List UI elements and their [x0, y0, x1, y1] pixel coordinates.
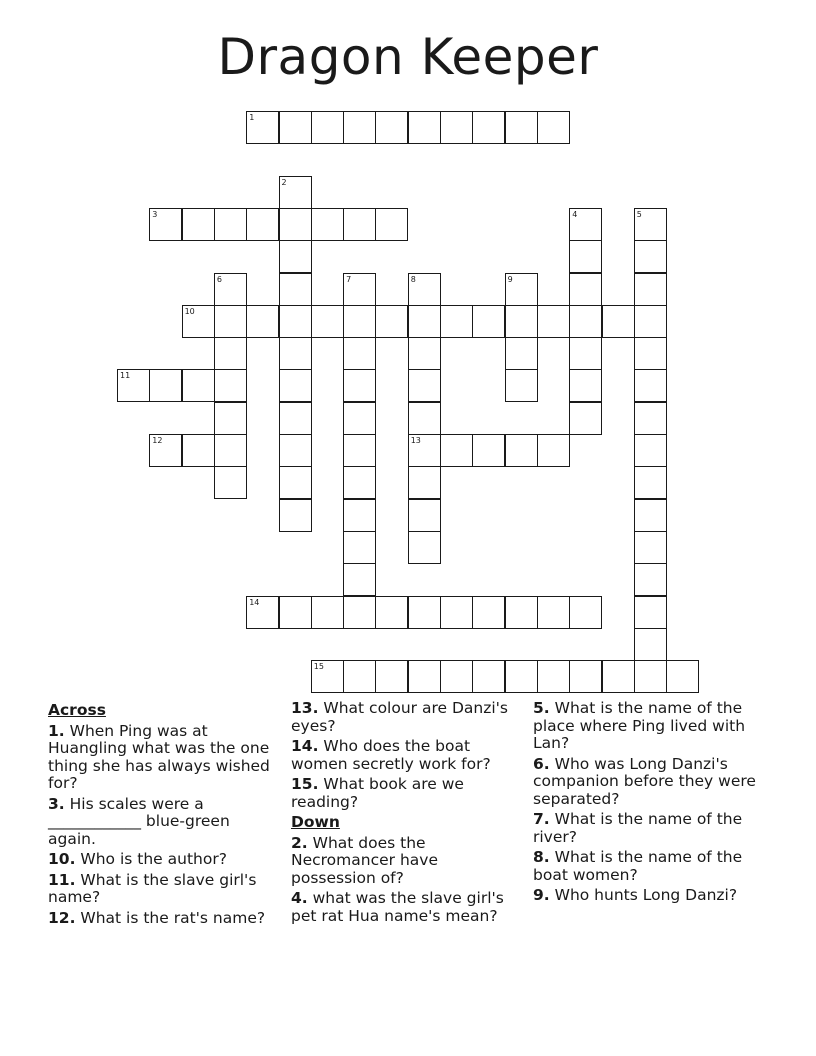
- clue-number: 4: [572, 209, 578, 219]
- clue-number: 5: [636, 209, 642, 219]
- clue-item-number: 14.: [291, 737, 319, 755]
- grid-cell[interactable]: [311, 305, 344, 338]
- clue-number: 3: [152, 209, 158, 219]
- clue-item: [533, 811, 773, 846]
- grid-cell[interactable]: [472, 305, 505, 338]
- grid-cell[interactable]: [343, 499, 376, 532]
- clue-section-heading: Down: [291, 813, 340, 831]
- grid-cell[interactable]: [666, 660, 699, 693]
- grid-cell[interactable]: [634, 596, 667, 629]
- grid-cell[interactable]: [279, 273, 312, 306]
- grid-cell[interactable]: [569, 305, 602, 338]
- clue-item-number: 7.: [533, 810, 550, 828]
- grid-cell[interactable]: [602, 660, 635, 693]
- clue-number: 11: [120, 371, 131, 381]
- clue-item-text: What is the slave girl's name?: [48, 870, 257, 906]
- grid-cell[interactable]: [149, 434, 182, 467]
- grid-cell[interactable]: [505, 273, 538, 306]
- clue-item-text: What does the Necromancer have possession of?: [291, 833, 438, 887]
- grid-cell[interactable]: [343, 273, 376, 306]
- grid-cell[interactable]: [375, 305, 408, 338]
- grid-cell[interactable]: [440, 305, 473, 338]
- grid-cell[interactable]: [408, 531, 441, 564]
- grid-cell[interactable]: [634, 531, 667, 564]
- clue-item-number: 15.: [291, 775, 319, 793]
- grid-cell[interactable]: [246, 305, 279, 338]
- grid-cell[interactable]: [569, 660, 602, 693]
- clue-item-number: 6.: [533, 754, 550, 773]
- grid-cell[interactable]: [440, 660, 473, 693]
- clue-item-number: 13.: [291, 699, 319, 717]
- grid-cell[interactable]: [634, 434, 667, 467]
- clue-item-text: What is the name of the river?: [533, 810, 743, 846]
- clue-number: 9: [507, 274, 513, 284]
- clue-item-text: His scales were a ____________ blue-green again.: [48, 794, 230, 848]
- clue-number: 14: [249, 597, 260, 607]
- grid-cell[interactable]: [505, 369, 538, 402]
- grid-cell[interactable]: [537, 434, 570, 467]
- grid-cell[interactable]: [408, 596, 441, 629]
- grid-cell[interactable]: [537, 305, 570, 338]
- clue-number: 13: [410, 436, 421, 445]
- grid-cell[interactable]: [279, 337, 312, 370]
- grid-cell[interactable]: [246, 111, 279, 144]
- clue-item-number: 2.: [291, 833, 308, 852]
- grid-cell[interactable]: [214, 305, 247, 338]
- clue-section-heading: Across: [48, 701, 106, 719]
- clue-number: 10: [184, 306, 195, 316]
- grid-cell[interactable]: [634, 240, 667, 273]
- grid-cell[interactable]: [408, 402, 441, 435]
- grid-cell[interactable]: [472, 660, 505, 693]
- grid-cell[interactable]: [408, 369, 441, 402]
- clue-item: [533, 700, 773, 753]
- grid-cell[interactable]: [214, 402, 247, 435]
- clue-number: 6: [216, 274, 222, 284]
- grid-cell[interactable]: [279, 208, 312, 241]
- clue-number: 2: [281, 177, 287, 187]
- clue-item: [48, 723, 278, 793]
- grid-cell[interactable]: [634, 273, 667, 306]
- grid-cell[interactable]: [214, 273, 247, 306]
- grid-cell[interactable]: [311, 111, 344, 144]
- grid-cell[interactable]: [182, 434, 215, 467]
- grid-cell[interactable]: [311, 660, 344, 693]
- grid-cell[interactable]: [440, 434, 473, 467]
- grid-cell[interactable]: [182, 305, 215, 338]
- grid-cell[interactable]: [634, 499, 667, 532]
- clues-column-3: [533, 700, 773, 908]
- grid-cell[interactable]: [408, 337, 441, 370]
- grid-cell[interactable]: [634, 563, 667, 596]
- grid-cell[interactable]: [279, 111, 312, 144]
- grid-cell[interactable]: [279, 369, 312, 402]
- grid-cell[interactable]: [569, 337, 602, 370]
- grid-cell[interactable]: [279, 499, 312, 532]
- grid-cell[interactable]: [311, 596, 344, 629]
- clue-item-number: 8.: [533, 848, 550, 866]
- grid-cell[interactable]: [634, 466, 667, 499]
- grid-cell[interactable]: [246, 208, 279, 241]
- clue-item-text: What is the name of the boat women?: [533, 848, 743, 884]
- grid-cell[interactable]: [634, 660, 667, 693]
- clue-item-text: What is the rat's name?: [75, 908, 266, 927]
- clue-item: [291, 835, 521, 888]
- grid-cell[interactable]: [214, 466, 247, 499]
- clues-column-1: [48, 700, 278, 930]
- clue-number: 7: [346, 274, 352, 284]
- clue-item-number: 3.: [48, 794, 65, 813]
- grid-cell[interactable]: [634, 337, 667, 370]
- clue-item: [291, 738, 521, 773]
- clue-item: [533, 887, 773, 905]
- grid-cell[interactable]: [214, 337, 247, 370]
- grid-cell[interactable]: [472, 111, 505, 144]
- grid-cell[interactable]: [505, 660, 538, 693]
- grid-cell[interactable]: [279, 305, 312, 338]
- page-title: Dragon Keeper: [217, 28, 599, 86]
- clue-item-number: 5.: [533, 699, 550, 717]
- grid-cell[interactable]: [505, 596, 538, 629]
- grid-cell[interactable]: [279, 402, 312, 435]
- grid-cell[interactable]: [343, 660, 376, 693]
- grid-cell[interactable]: [343, 208, 376, 241]
- grid-cell[interactable]: [279, 596, 312, 629]
- grid-cell[interactable]: [343, 369, 376, 402]
- clue-number: 12: [152, 436, 163, 445]
- grid-cell[interactable]: [279, 434, 312, 467]
- clue-item: [533, 849, 773, 884]
- clue-item: [533, 756, 773, 809]
- clue-item-number: 1.: [48, 721, 65, 740]
- clue-item-number: 9.: [533, 886, 550, 904]
- grid-cell[interactable]: [343, 563, 376, 596]
- grid-cell[interactable]: [117, 369, 150, 402]
- grid-cell[interactable]: [311, 208, 344, 241]
- clue-item-text: When Ping was at Huangling what was the one thing she has always wished for?: [48, 721, 270, 792]
- grid-cell[interactable]: [408, 466, 441, 499]
- grid-cell[interactable]: [408, 111, 441, 144]
- grid-cell[interactable]: [569, 369, 602, 402]
- grid-cell[interactable]: [343, 111, 376, 144]
- grid-cell[interactable]: [569, 208, 602, 241]
- grid-cell[interactable]: [343, 531, 376, 564]
- grid-cell[interactable]: [149, 369, 182, 402]
- grid-cell[interactable]: [214, 369, 247, 402]
- grid-cell[interactable]: [214, 434, 247, 467]
- grid-cell[interactable]: [279, 176, 312, 209]
- grid-cell[interactable]: [537, 660, 570, 693]
- clue-item: [48, 910, 278, 928]
- grid-cell[interactable]: [343, 596, 376, 629]
- grid-cell[interactable]: [440, 111, 473, 144]
- grid-cell[interactable]: [505, 337, 538, 370]
- grid-cell[interactable]: [408, 305, 441, 338]
- grid-cell[interactable]: [505, 111, 538, 144]
- grid-cell[interactable]: [279, 240, 312, 273]
- grid-cell[interactable]: [569, 402, 602, 435]
- grid-cell[interactable]: [569, 273, 602, 306]
- grid-cell[interactable]: [343, 434, 376, 467]
- grid-cell[interactable]: [182, 369, 215, 402]
- grid-cell[interactable]: [375, 111, 408, 144]
- grid-cell[interactable]: [246, 596, 279, 629]
- grid-cell[interactable]: [214, 208, 247, 241]
- clue-item-text: what was the slave girl's pet rat Hua name's mean?: [291, 889, 504, 925]
- grid-cell[interactable]: [569, 240, 602, 273]
- clue-item: [48, 851, 278, 869]
- grid-cell[interactable]: [279, 466, 312, 499]
- clue-item: [291, 890, 521, 925]
- clue-item: [291, 776, 521, 811]
- grid-cell[interactable]: [182, 208, 215, 241]
- clue-item-text: What book are we reading?: [291, 775, 464, 811]
- clue-item-number: 12.: [48, 908, 76, 927]
- clue-item-text: What colour are Danzi's eyes?: [291, 699, 508, 735]
- clue-item-number: 11.: [48, 870, 76, 889]
- grid-cell[interactable]: [408, 273, 441, 306]
- grid-cell[interactable]: [634, 402, 667, 435]
- grid-cell[interactable]: [505, 434, 538, 467]
- clue-item: [291, 700, 521, 735]
- grid-cell[interactable]: [375, 208, 408, 241]
- grid-cell[interactable]: [505, 305, 538, 338]
- grid-cell[interactable]: [408, 499, 441, 532]
- clue-item-text: Who does the boat women secretly work for?: [291, 737, 491, 773]
- grid-cell[interactable]: [149, 208, 182, 241]
- clue-item-text: Who is the author?: [75, 850, 227, 868]
- clue-number: 15: [313, 662, 324, 672]
- grid-cell[interactable]: [343, 402, 376, 435]
- grid-cell[interactable]: [634, 305, 667, 338]
- clue-item-text: Who was Long Danzi's companion before they were separated?: [533, 754, 756, 808]
- grid-cell[interactable]: [408, 434, 441, 467]
- grid-cell[interactable]: [440, 596, 473, 629]
- grid-cell[interactable]: [472, 596, 505, 629]
- clue-item-number: 4.: [291, 889, 308, 907]
- grid-cell[interactable]: [602, 305, 635, 338]
- clues-column-2: [291, 700, 521, 928]
- grid-cell[interactable]: [537, 111, 570, 144]
- grid-cell[interactable]: [634, 208, 667, 241]
- grid-cell[interactable]: [634, 628, 667, 661]
- clue-item-text: What is the name of the place where Ping lived with Lan?: [533, 699, 746, 752]
- clue-item-number: 10.: [48, 850, 76, 868]
- clue-item: [48, 796, 278, 849]
- grid-cell[interactable]: [569, 596, 602, 629]
- grid-cell[interactable]: [634, 369, 667, 402]
- clue-number: 1: [249, 113, 255, 122]
- clue-number: 8: [410, 274, 416, 284]
- grid-cell[interactable]: [472, 434, 505, 467]
- grid-cell[interactable]: [408, 660, 441, 693]
- grid-cell[interactable]: [343, 305, 376, 338]
- grid-cell[interactable]: [343, 337, 376, 370]
- grid-cell[interactable]: [343, 466, 376, 499]
- clue-item: [48, 872, 278, 907]
- clue-item-text: Who hunts Long Danzi?: [549, 886, 738, 904]
- grid-cell[interactable]: [375, 660, 408, 693]
- grid-cell[interactable]: [375, 596, 408, 629]
- grid-cell[interactable]: [537, 596, 570, 629]
